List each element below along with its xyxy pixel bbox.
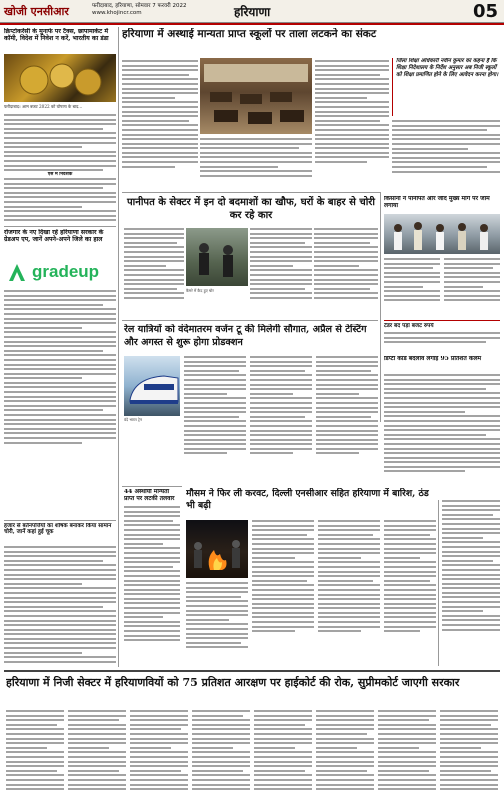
bottom-col xyxy=(130,710,188,796)
rail-headline: रेल यात्रियों को वंदेमातरम वर्जन टू की मिलेगी सौगात, अप्रैल से टेस्टिंग और अगस्त से शुरू होगा प्रोडक्शन xyxy=(124,324,367,348)
quote-box-text: जिला शिक्षा अधिकारी नवीन कुमार का कहना है कि शिक्षा निदेशालय के निर्देश अनुसार अब निजी स्कूलों को शिक्षा प्रमाणित होने के लिए आवेदन करना होगा। xyxy=(396,58,499,78)
rail-rule xyxy=(122,320,378,321)
quote-box xyxy=(392,58,500,116)
school-short-headline: 44 अस्थायी मान्यता प्राप्त पर लटकी तलवार xyxy=(124,489,175,502)
rail-col2 xyxy=(250,356,312,484)
right-col-body xyxy=(384,374,500,498)
left-top-subhead: ऐसे में निवेशक xyxy=(47,172,73,177)
right-divider xyxy=(380,192,381,422)
main-top-col1 xyxy=(122,60,198,190)
rail-caption: वंदे भारत ट्रेन xyxy=(124,417,142,422)
main-top-col2 xyxy=(200,138,312,190)
panipat-col3 xyxy=(314,228,378,318)
rail-col1 xyxy=(184,356,246,484)
page-number: 05 xyxy=(472,1,498,22)
column-divider xyxy=(118,27,119,667)
panipat-headline: पानीपत के सेक्टर में इन दो बदमाशों का खौफ, घरों के बाहर से चोरी कर रहे कार xyxy=(127,197,375,221)
section-title: हरियाणा xyxy=(234,5,271,19)
weather-col2 xyxy=(252,520,314,666)
bottom-rule xyxy=(4,670,500,672)
main-top-col3 xyxy=(315,60,389,190)
train-icon xyxy=(124,356,180,416)
left-top-body xyxy=(4,114,116,172)
panipat-col2 xyxy=(250,228,312,318)
weather-col4 xyxy=(384,520,436,666)
left-bottom-body xyxy=(4,546,116,666)
date-line: फरीदाबाद, हरियाणा, सोमवार 7 फरवरी 2022 www.khojincr.com xyxy=(92,3,187,16)
panipat-caption: कैमरे में कैद हुए चोर xyxy=(186,288,214,293)
right-box-body xyxy=(384,332,500,352)
rail-col3 xyxy=(316,356,378,484)
left-rule xyxy=(4,226,116,227)
right-divider-2 xyxy=(438,500,439,666)
bottom-col xyxy=(192,710,250,796)
right-side-headline: डिप्टी कार्ड बदलाव लगाई 95 प्रतिशत कलम xyxy=(384,356,482,362)
masthead xyxy=(0,0,504,23)
cctv-photo xyxy=(186,228,248,286)
bottom-col xyxy=(68,710,126,796)
bottom-body xyxy=(6,710,498,796)
school-short-body xyxy=(124,506,180,666)
weather-col3 xyxy=(318,520,380,666)
classroom-photo xyxy=(200,58,312,134)
cctv-figures xyxy=(186,228,248,286)
farmers-photo xyxy=(384,214,500,254)
bottom-col xyxy=(440,710,498,796)
gradeup-headline: रोजगार के नए दिखा रहे हरियाणा सरकार के ग्रेडअप एप, जानें अपने-अपने जिले का हाल xyxy=(4,229,104,244)
right-box xyxy=(384,320,500,329)
main-rule xyxy=(122,192,380,193)
right-headline: किसानों ने पानीपत और जींद मुख्य मार्ग पर जाम लगाया xyxy=(384,196,490,209)
gradeup-logo xyxy=(6,258,114,286)
right-col2 xyxy=(444,258,500,318)
brand-logo: खोजी एनसीआर xyxy=(4,5,69,18)
main-top-col4 xyxy=(392,120,500,190)
bottom-headline: हरियाणा में निजी सेक्टर में हरियाणवियों को 75 प्रतिशत आरक्षण पर हाईकोर्ट की रोक, सुप्रीमकोर्ट जाएगी सरकार xyxy=(6,676,460,689)
bottom-col xyxy=(378,710,436,796)
gradeup-mark-icon xyxy=(6,261,28,283)
bottom-col xyxy=(254,710,312,796)
crowd-illustration xyxy=(384,214,500,254)
bottom-col xyxy=(316,710,374,796)
weather-col1 xyxy=(186,582,248,666)
masthead-rule xyxy=(0,23,504,25)
school-rule xyxy=(122,486,182,487)
left-top-headline: क्रिप्टोकरेंसी के मुनाफे पर टैक्स, छापामार्केट में कॉमी, विदेश में निवेश न करें, भारतीय का डंडा xyxy=(4,28,109,43)
classroom-illustration xyxy=(200,58,312,134)
left-rule-2 xyxy=(4,520,116,521)
weather-headline: मौसम ने फिर ली करवट, दिल्ली एनसीआर सहित हरियाणा में बारिश, ठंड भी बढ़ी xyxy=(186,488,429,511)
fire-icon xyxy=(186,520,248,578)
crypto-coins-photo xyxy=(4,54,116,102)
train-photo xyxy=(124,356,180,416)
right-col1 xyxy=(384,258,440,318)
right-box-heading: टेंडर बंद पड़ा बजट रुपये xyxy=(384,323,434,329)
left-top-body-2 xyxy=(4,178,116,224)
bottom-col xyxy=(6,710,64,796)
left-top-story xyxy=(4,28,116,42)
left-bottom-headline: हजार से बर्तनपत्तियों का शोषक बनाकर किया सामान चोरी, जानें कहां हुई चूक xyxy=(4,523,112,536)
right-bottom-col xyxy=(442,500,500,666)
panipat-col1 xyxy=(124,228,184,318)
bonfire-photo xyxy=(186,520,248,578)
left-top-lead: फरीदाबाद। आम बजट 2022 को घोषणा के बाद... xyxy=(4,104,83,109)
gradeup-wordmark: gradeup xyxy=(32,262,100,281)
main-top-headline: हरियाणा में अस्थाई मान्यता प्राप्त स्कूलों पर ताला लटकने का संकट xyxy=(122,28,377,40)
coins-icon xyxy=(4,54,116,102)
gradeup-body xyxy=(4,290,116,446)
